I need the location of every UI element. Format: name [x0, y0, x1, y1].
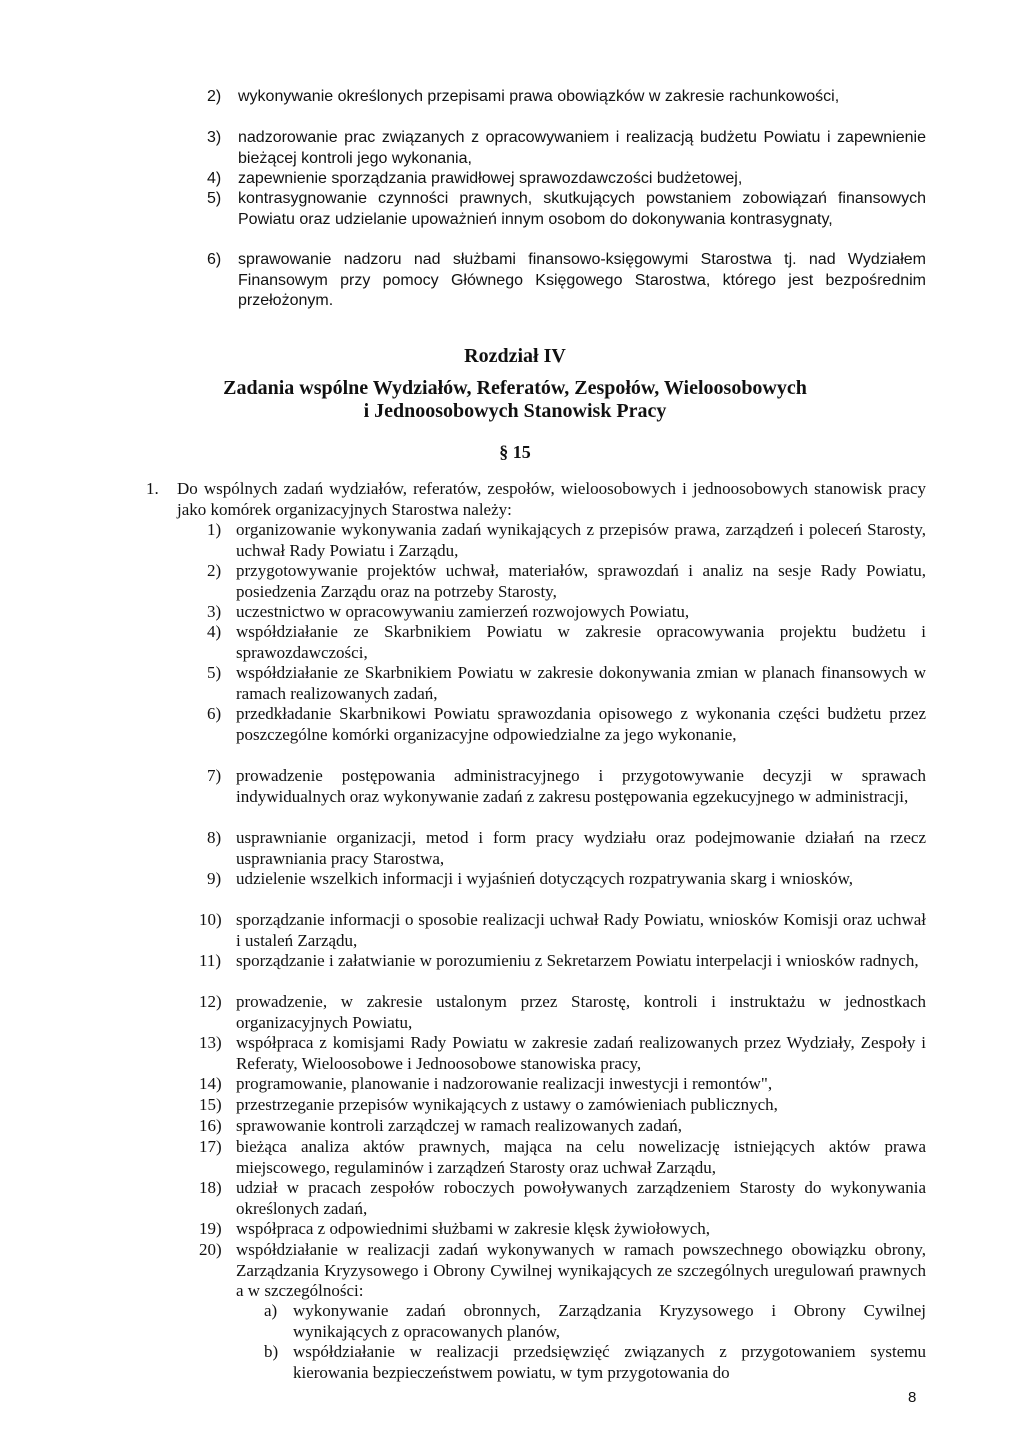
sub-item-text: wykonywanie zadań obronnych, Zarządzania Kryzysowego i Obrony Cywilnej wynikających z opracowanych planów,	[293, 1301, 926, 1341]
list-item-text: sporządzanie informacji o sposobie realizacji uchwał Rady Powiatu, wniosków Komisji oraz uchwał i ustaleń Zarządu,	[236, 910, 926, 950]
list-item-number: 3)	[207, 602, 222, 621]
list-item-number: 10)	[199, 910, 222, 929]
list-item-text: przestrzeganie przepisów wynikających z ustawy o zamówieniach publicznych,	[236, 1095, 778, 1114]
list-item-text: współdziałanie ze Skarbnikiem Powiatu w zakresie dokonywania zmian w planach finansowych w ramach realizowanych zadań,	[236, 663, 926, 703]
list-item-number: 2)	[207, 561, 222, 580]
list-item-text: kontrasygnowanie czynności prawnych, skutkujących powstaniem zobowiązań finansowych Powiatu oraz udzielanie upoważnień innym osobom do dokonywania kontrasygnaty,	[238, 190, 926, 228]
list-item-number: 5)	[207, 190, 222, 207]
list-item-text: współdziałanie ze Skarbnikiem Powiatu w zakresie opracowywania projektu budżetu i sprawozdawczości,	[236, 622, 926, 662]
list-item-text: przygotowywanie projektów uchwał, materiałów, sprawozdań i analiz na sesje Rady Powiatu, posiedzenia Zarządu oraz na potrzeby Starosty,	[236, 561, 926, 601]
list-item-text: usprawnianie organizacji, metod i form pracy wydziału oraz podejmowanie działań na rzecz usprawniania pracy Starostwa,	[236, 828, 926, 868]
paragraph-text: Do wspólnych zadań wydziałów, referatów, zespołów, wieloosobowych i jednoosobowych stanowisk pracy jako komórek organizacyjnych Starostwa należy:	[177, 479, 926, 519]
chapter-title: Rozdział IV	[464, 345, 566, 367]
list-item-number: 1)	[207, 520, 222, 539]
list-item-number: 5)	[207, 663, 222, 682]
list-item-number: 14)	[199, 1074, 222, 1093]
list-item-number: 8)	[207, 828, 222, 847]
list-item-number: 4)	[207, 170, 222, 187]
list-item-number: 17)	[199, 1137, 222, 1156]
list-item-number: 18)	[199, 1178, 222, 1197]
list-item-number: 2)	[207, 88, 222, 105]
section-mark: § 15	[499, 442, 531, 462]
paragraph-number: 1.	[146, 479, 159, 498]
list-item-number: 7)	[207, 766, 222, 785]
list-item-number: 9)	[207, 869, 222, 888]
page-number: 8	[908, 1389, 917, 1406]
list-item-text: organizowanie wykonywania zadań wynikających z przepisów prawa, zarządzeń i poleceń Starosty, uchwał Rady Powiatu i Zarządu,	[236, 520, 926, 560]
list-item-text: bieżąca analiza aktów prawnych, mająca na celu nowelizację istniejących aktów prawa miejscowego, regulaminów i zarządzeń Starosty oraz uchwał Zarządu,	[236, 1137, 926, 1177]
sub-item-letter: a)	[264, 1301, 278, 1320]
list-item-text: zapewnienie sporządzania prawidłowej sprawozdawczości budżetowej,	[238, 170, 743, 187]
list-item-text: prowadzenie postępowania administracyjnego i przygotowywanie decyzji w sprawach indywidualnych oraz wykonywanie zadań z zakresu postępowania egzekucyjnego w administracji,	[236, 766, 926, 806]
sub-item-letter: b)	[264, 1342, 279, 1361]
list-item-text: uczestnictwo w opracowywaniu zamierzeń rozwojowych Powiatu,	[236, 602, 690, 621]
list-item-text: nadzorowanie prac związanych z opracowywaniem i realizacją budżetu Powiatu i zapewnienie bieżącej kontroli jego wykonania,	[238, 129, 926, 167]
list-item-text: programowanie, planowanie i nadzorowanie realizacji inwestycji i remontów",	[236, 1074, 773, 1093]
list-item-number: 13)	[199, 1033, 222, 1052]
list-item-number: 20)	[199, 1240, 222, 1259]
list-item-number: 16)	[199, 1116, 222, 1135]
list-item-number: 15)	[199, 1095, 222, 1114]
list-item-text: wykonywanie określonych przepisami prawa obowiązków w zakresie rachunkowości,	[238, 88, 840, 105]
list-item-text: sprawowanie kontroli zarządczej w ramach realizowanych zadań,	[236, 1116, 683, 1135]
list-item-text: przedkładanie Skarbnikowi Powiatu sprawozdania opisowego z wykonania części budżetu przez poszczególne komórki organizacyjne odpowiedzialne za jego wykonanie,	[236, 704, 926, 744]
sub-item-text: współdziałanie w realizacji przedsięwzięć związanych z przygotowaniem systemu kierowania bezpieczeństwem powiatu, w tym przygotowania do	[293, 1342, 926, 1382]
list-item-number: 19)	[199, 1219, 222, 1238]
list-item-number: 3)	[207, 129, 222, 146]
list-item-number: 4)	[207, 622, 222, 641]
list-item-text: współdziałanie w realizacji zadań wykonywanych w ramach powszechnego obowiązku obrony, Zarządzania Kryzysowego i Obrony Cywilnej wynikających ze szczególnych uregulowań prawnych a w szczególności:	[236, 1240, 926, 1300]
list-item-text: udział w pracach zespołów roboczych powoływanych zarządzeniem Starosty do wykonywania określonych zadań,	[236, 1178, 926, 1218]
list-item-number: 6)	[207, 704, 222, 723]
list-item-text: współpraca z komisjami Rady Powiatu w zakresie zadań realizowanych przez Wydziały, Zespoły i Referaty, Wieloosobowe i Jednoosobowe stanowiska pracy,	[236, 1033, 926, 1073]
list-item-text: współpraca z odpowiednimi służbami w zakresie klęsk żywiołowych,	[236, 1219, 710, 1238]
list-item-text: sporządzanie i załatwianie w porozumieniu z Sekretarzem Powiatu interpelacji i wniosków radnych,	[236, 951, 919, 970]
chapter-subtitle-line2: i Jednoosobowych Stanowisk Pracy	[363, 400, 667, 422]
list-item-number: 12)	[199, 992, 222, 1011]
list-item-number: 6)	[207, 251, 222, 268]
chapter-subtitle-line1: Zadania wspólne Wydziałów, Referatów, Zespołów, Wieloosobowych	[223, 377, 807, 399]
list-item-text: sprawowanie nadzoru nad służbami finansowo-księgowymi Starostwa tj. nad Wydziałem Finansowym przy pomocy Głównego Księgowego Starostwa, którego jest bezpośrednim przełożonym.	[238, 251, 926, 309]
list-item-number: 11)	[199, 951, 222, 970]
list-item-text: udzielenie wszelkich informacji i wyjaśnień dotyczących rozpatrywania skarg i wniosków,	[236, 869, 853, 888]
list-item-text: prowadzenie, w zakresie ustalonym przez Starostę, kontroli i instruktażu w jednostkach organizacyjnych Powiatu,	[236, 992, 926, 1032]
